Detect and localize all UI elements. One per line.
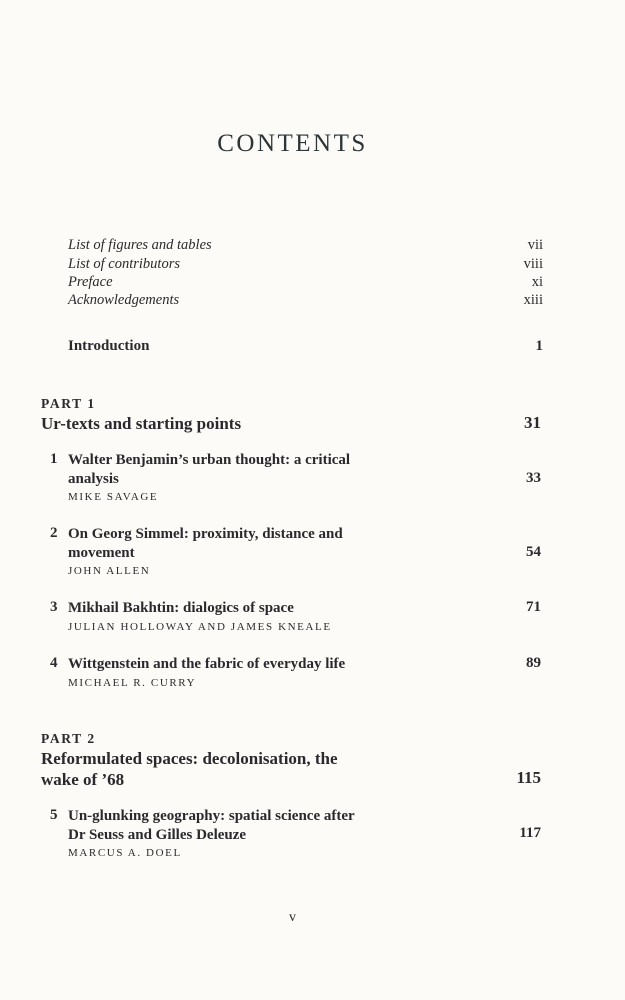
introduction-entry	[68, 338, 543, 355]
chapter-page: 71	[526, 599, 541, 615]
chapter-number: 5	[50, 807, 58, 823]
chapter-page: 89	[526, 655, 541, 671]
chapter-page: 54	[526, 544, 541, 560]
entry-page: xi	[531, 274, 543, 290]
entry-page: xiii	[523, 292, 543, 308]
part-label: PART 2	[41, 731, 96, 746]
entry-label: Introduction	[68, 338, 150, 354]
front-matter-entry	[68, 273, 543, 291]
part-label: PART 1	[41, 396, 96, 411]
part-page: 115	[516, 768, 541, 787]
chapter-title-line: On Georg Simmel: proximity, distance and	[68, 526, 343, 542]
entry-label: List of figures and tables	[68, 237, 212, 253]
part-page: 31	[524, 413, 541, 432]
chapter-title-line: Un-glunking geography: spatial science after	[68, 808, 355, 824]
part-title-line: Reformulated spaces: decolonisation, the	[41, 749, 338, 768]
entry-page: 1	[535, 338, 543, 354]
entry-label: Preface	[68, 274, 113, 290]
chapter-author: MIKE SAVAGE	[68, 491, 159, 503]
chapter-page: 117	[519, 825, 541, 841]
front-matter-entry	[68, 236, 543, 254]
front-matter-entry	[68, 255, 543, 273]
chapter-number: 2	[50, 525, 58, 541]
chapter-title	[68, 525, 448, 563]
part-title	[41, 748, 543, 790]
chapter-number: 1	[50, 451, 58, 467]
chapter-author: MARCUS A. DOEL	[68, 847, 182, 859]
entry-label: Acknowledgements	[68, 292, 180, 308]
chapter-title-line: Walter Benjamin’s urban thought: a critical	[68, 452, 351, 468]
chapter-title	[68, 807, 448, 845]
entry-page: vii	[527, 237, 543, 253]
chapter-author: JULIAN HOLLOWAY AND JAMES KNEALE	[68, 621, 332, 633]
chapter-title-line: analysis	[68, 471, 119, 487]
page-title: CONTENTS	[217, 130, 368, 157]
chapter-title	[68, 655, 448, 674]
chapter-title	[68, 599, 448, 618]
part-title-line: wake of ’68	[41, 770, 125, 789]
chapter-author: JOHN ALLEN	[68, 565, 151, 577]
chapter-page: 33	[526, 470, 541, 486]
entry-page: viii	[523, 256, 543, 272]
entry-label: List of contributors	[68, 256, 180, 272]
chapter-title-line: Mikhail Bakhtin: dialogics of space	[68, 600, 294, 616]
chapter-author: MICHAEL R. CURRY	[68, 677, 197, 689]
chapter-title-line: movement	[68, 545, 135, 561]
chapter-number: 4	[50, 655, 58, 671]
chapter-title	[68, 451, 448, 489]
chapter-number: 3	[50, 599, 58, 615]
part-title: Ur-texts and starting points	[41, 414, 242, 433]
page-number: v	[289, 910, 296, 925]
chapter-title-line: Wittgenstein and the fabric of everyday life	[68, 656, 346, 672]
front-matter-entry	[68, 291, 543, 309]
chapter-title-line: Dr Seuss and Gilles Deleuze	[68, 827, 247, 843]
